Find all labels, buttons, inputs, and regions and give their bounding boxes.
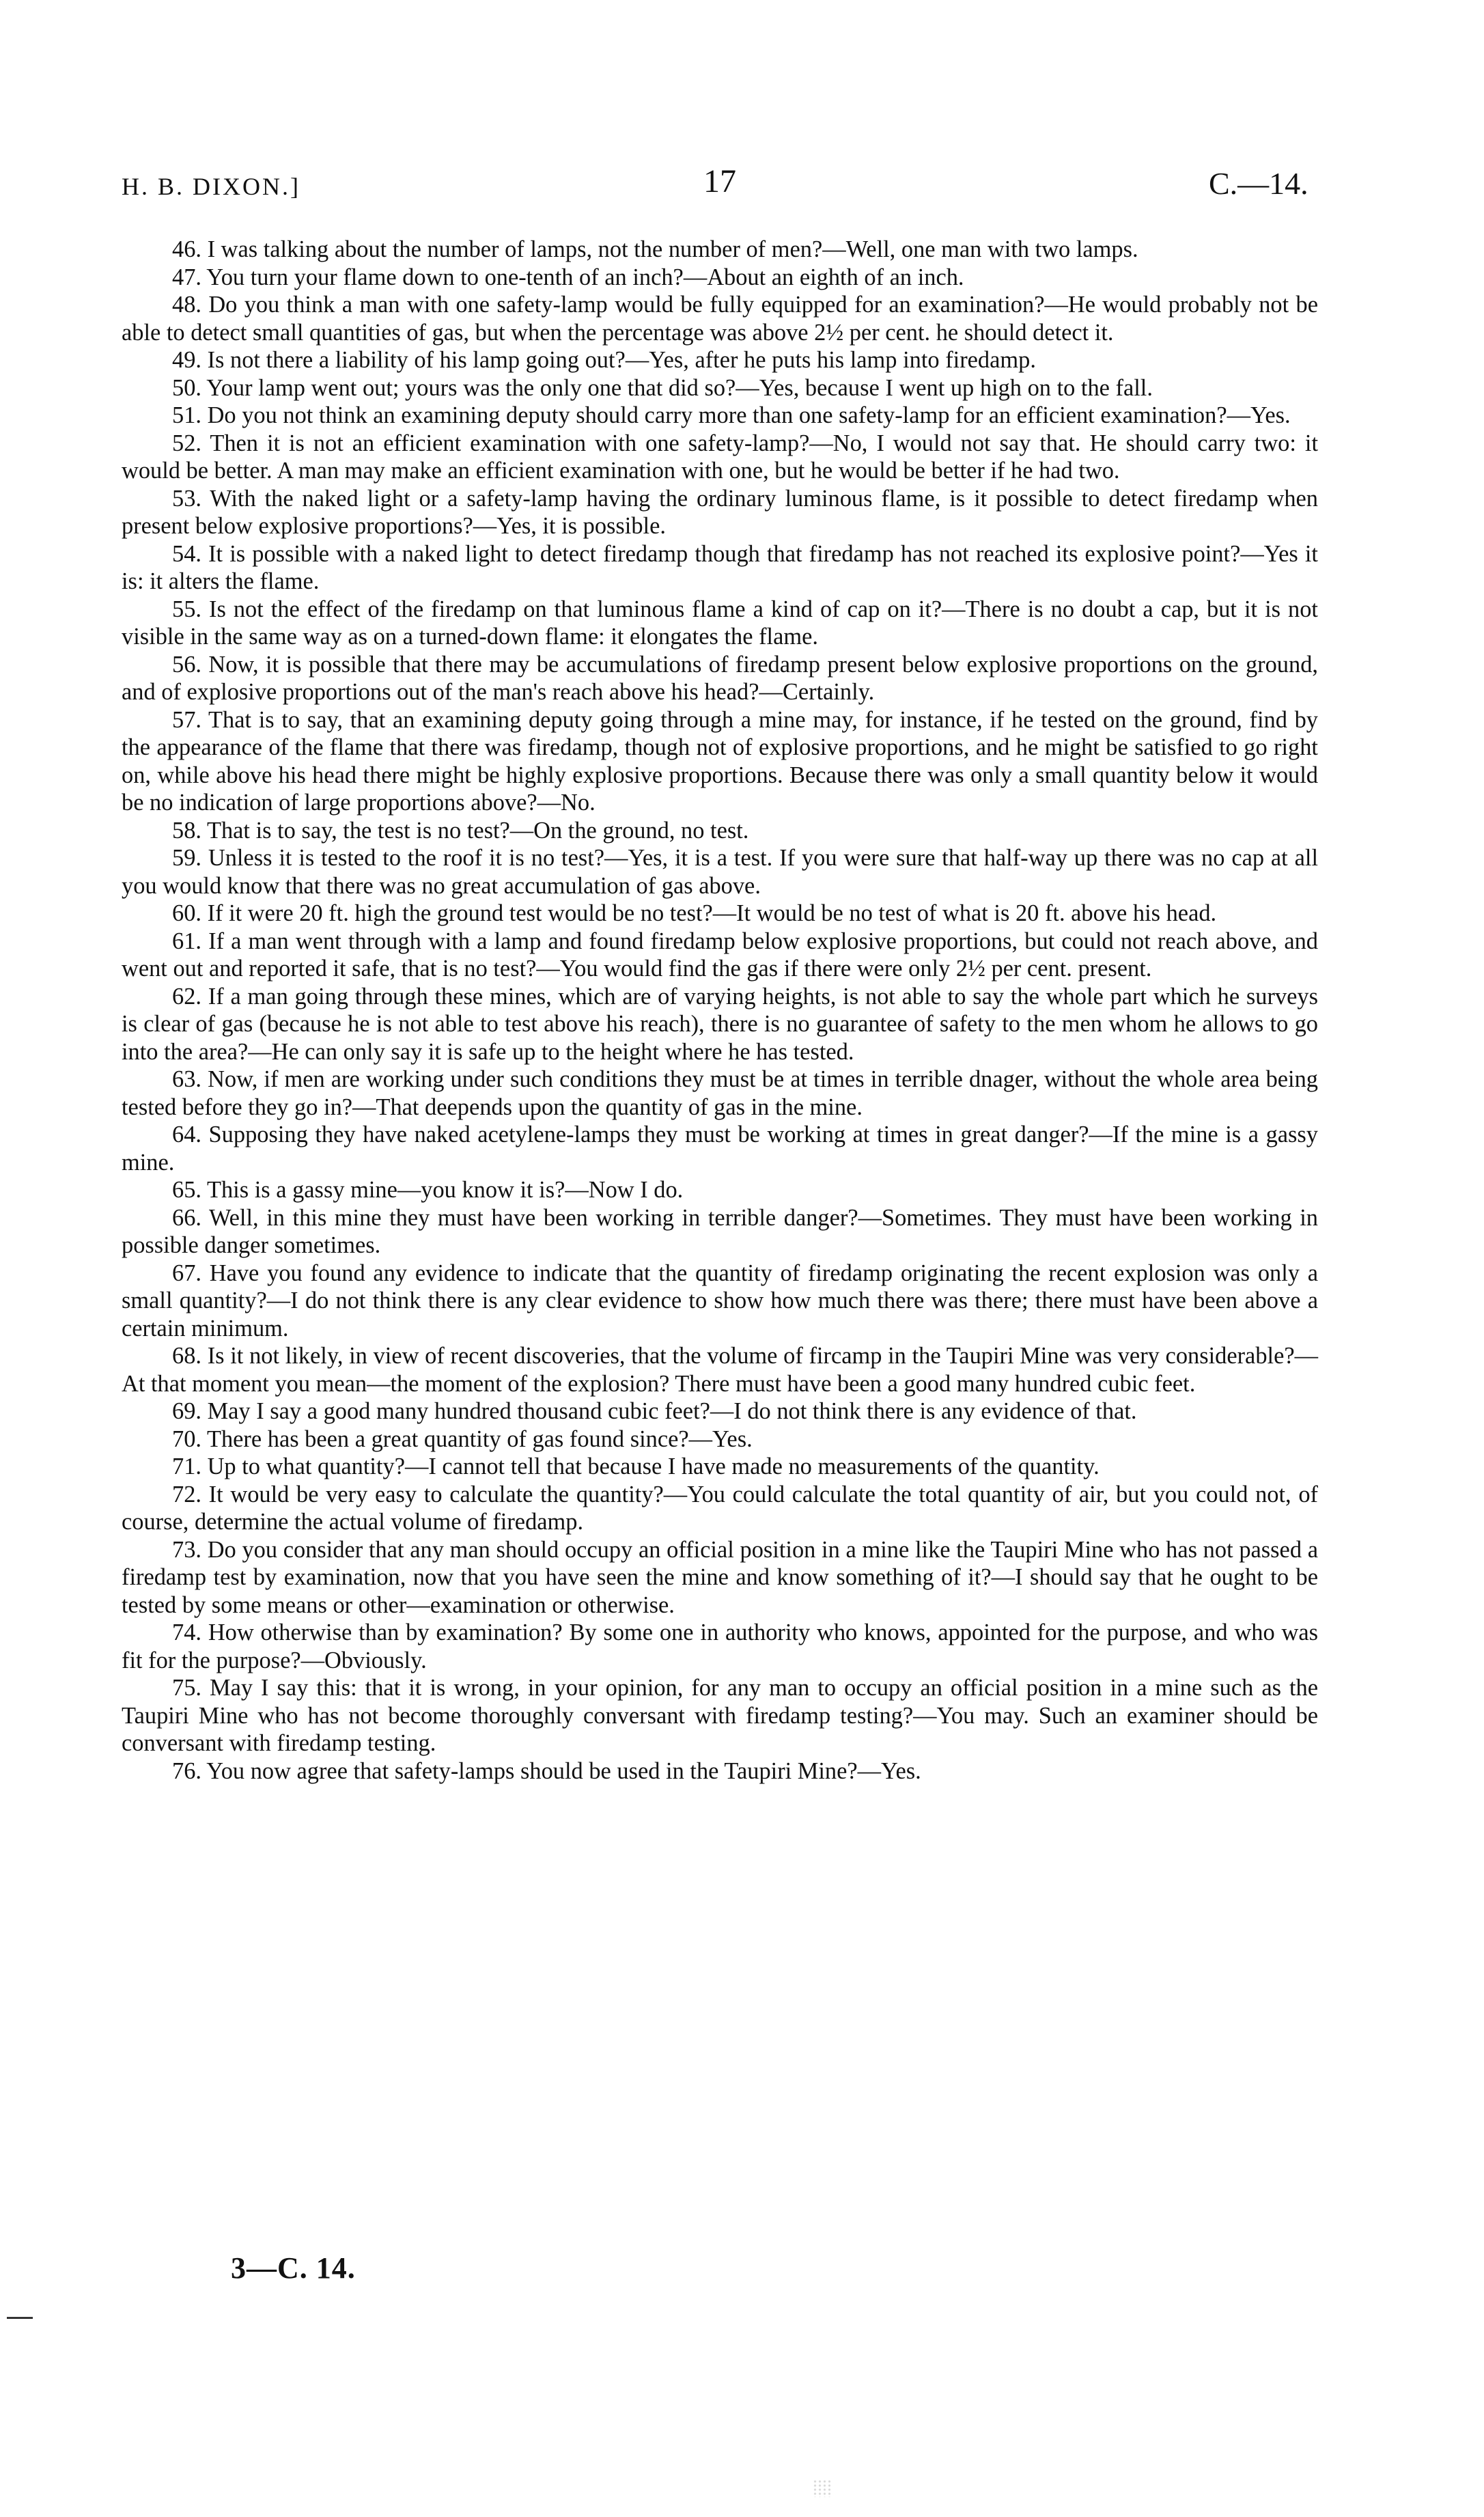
- paragraph-73: 73. Do you consider that any man should occupy an official position in a mine like the Taupiri Mine who has not passed a firedamp test by examination, now that you have seen the mine and know something of it?—I should say that he ought to be tested by some means or other—examination or otherwise.: [122, 1536, 1318, 1618]
- paragraph-69: 69. May I say a good many hundred thousand cubic feet?—I do not think there is any evidence of that.: [172, 1398, 1137, 1424]
- paragraph-57: 57. That is to say, that an examining deputy going through a mine may, for instance, if he tested on the ground, find by the appearance of the flame that there was firedamp, though not of explosive proportions, and he might be satisfied to go right on, while above his head there might be highly explosive proportions. Because there was only a small quantity below it would be no indication of large proportions above?—No.: [122, 706, 1318, 816]
- paragraph-50: 50. Your lamp went out; yours was the only one that did so?—Yes, because I went up high on to the fall.: [172, 374, 1153, 401]
- margin-tick-mark: [7, 2317, 33, 2319]
- paragraph-59: 59. Unless it is tested to the roof it is no test?—Yes, it is a test. If you were sure that half-way up there was no cap at all you would know that there was no great accumulation of gas above.: [122, 845, 1318, 899]
- paragraph-60: 60. If it were 20 ft. high the ground test would be no test?—It would be no test of what is 20 ft. above his head.: [172, 900, 1217, 926]
- paragraph-63: 63. Now, if men are working under such conditions they must be at times in terrible dnager, without the whole area being tested before they go in?—That deepends upon the quantity of gas in the mine.: [122, 1066, 1318, 1120]
- paragraph-62: 62. If a man going through these mines, which are of varying heights, is not able to say the whole part which he surveys is clear of gas (because he is not able to test above his reach), there is no guarantee of safety to the men whom he allows to go into the area?—He can only say it is safe up to the height where he has tested.: [122, 983, 1318, 1065]
- paragraph-48: 48. Do you think a man with one safety-lamp would be fully equipped for an examination?—He would probably not be able to detect small quantities of gas, but when the percentage was above 2½ per cent. he should detect it.: [122, 292, 1318, 346]
- paragraph-54: 54. It is possible with a naked light to detect firedamp though that firedamp has not reached its explosive point?—Yes it is: it alters the flame.: [122, 540, 1318, 594]
- paragraph-67: 67. Have you found any evidence to indicate that the quantity of firedamp originating the recent explosion was only a small quantity?—I do not think there is any clear evidence to show how much there was there; there must have been above a certain minimum.: [122, 1260, 1318, 1341]
- paragraph-58: 58. That is to say, the test is no test?—On the ground, no test.: [172, 817, 749, 844]
- header-page-number: 17: [703, 163, 736, 199]
- paragraph-56: 56. Now, it is possible that there may be accumulations of firedamp present below explosive proportions on the ground, and of explosive proportions out of the man's reach above his head?—Certainly.: [122, 651, 1318, 705]
- paragraph-49: 49. Is not there a liability of his lamp going out?—Yes, after he puts his lamp into firedamp.: [172, 347, 1036, 373]
- paragraph-71: 71. Up to what quantity?—I cannot tell that because I have made no measurements of the quantity.: [172, 1454, 1100, 1479]
- paragraph-53: 53. With the naked light or a safety-lamp having the ordinary luminous flame, is it possible to detect firedamp when present below explosive proportions?—Yes, it is possible.: [122, 485, 1318, 539]
- paragraph-70: 70. There has been a great quantity of gas found since?—Yes.: [172, 1426, 753, 1452]
- paragraph-64: 64. Supposing they have naked acetylene-lamps they must be working at times in great danger?—If the mine is a gassy mine.: [122, 1122, 1318, 1176]
- paragraph-46: 46. I was talking about the number of lamps, not the number of men?—Well, one man with two lamps.: [172, 236, 1138, 262]
- header-author: H. B. DIXON.]: [122, 173, 300, 200]
- paragraph-74: 74. How otherwise than by examination? By some one in authority who knows, appointed for the purpose, and who was fit for the purpose?—Obviously.: [122, 1619, 1318, 1673]
- paragraph-72: 72. It would be very easy to calculate the quantity?—You could calculate the total quantity of air, but you could not, of course, determine the actual volume of firedamp.: [122, 1481, 1318, 1535]
- paragraph-61: 61. If a man went through with a lamp and found firedamp below explosive proportions, but could not reach above, and went out and reported it safe, that is no test?—You would find the gas if there were only 2½ per cent. present.: [122, 928, 1318, 982]
- paragraph-68: 68. Is it not likely, in view of recent discoveries, that the volume of fircamp in the Taupiri Mine was very considerable?—At that moment you mean—the moment of the explosion? There must have been a good many hundred cubic feet.: [122, 1343, 1318, 1397]
- paragraph-47: 47. You turn your flame down to one-tenth of an inch?—About an eighth of an inch.: [172, 264, 964, 290]
- scan-artifact: [813, 2479, 832, 2497]
- paragraph-65: 65. This is a gassy mine—you know it is?—Now I do.: [172, 1177, 684, 1203]
- testimony-body: [122, 236, 1318, 1785]
- page-header: [0, 163, 1484, 210]
- paragraph-55: 55. Is not the effect of the firedamp on that luminous flame a kind of cap on it?—There is no doubt a cap, but it is not visible in the same way as on a turned-down flame: it elongates the flame.: [122, 596, 1318, 650]
- paragraph-52: 52. Then it is not an efficient examination with one safety-lamp?—No, I would not say that. He should carry two: it would be better. A man may make an efficient examination with one, but he would be better if he had two.: [122, 430, 1318, 484]
- paragraph-75: 75. May I say this: that it is wrong, in your opinion, for any man to occupy an official position in a mine such as the Taupiri Mine who has not become thoroughly conversant with firedamp testing?—You may. Such an examiner should be conversant with firedamp testing.: [122, 1675, 1318, 1756]
- paragraph-51: 51. Do you not think an examining deputy should carry more than one safety-lamp for an efficient examination?—Yes.: [172, 402, 1291, 428]
- paragraph-76: 76. You now agree that safety-lamps should be used in the Taupiri Mine?—Yes.: [172, 1757, 921, 1784]
- header-reference: C.—14.: [1209, 166, 1308, 201]
- paragraph-66: 66. Well, in this mine they must have been working in terrible danger?—Sometimes. They must have been working in possible danger sometimes.: [122, 1204, 1318, 1258]
- signature-mark: 3—C. 14.: [231, 2251, 356, 2285]
